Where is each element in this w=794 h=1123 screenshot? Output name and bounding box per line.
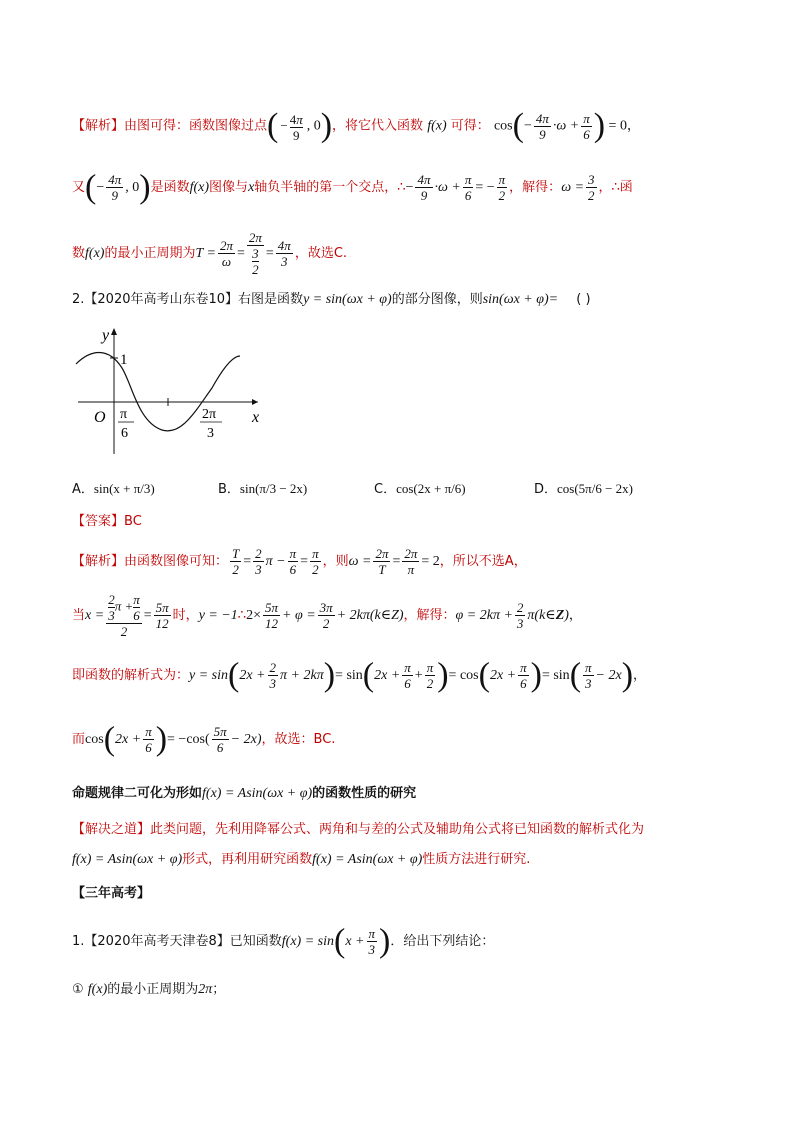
solution-text: ，解得： — [509, 180, 562, 195]
answer-blank: ( ) — [576, 292, 591, 307]
solution2-line2: 当x = $\frac{2}{3}$ π + $\frac{\pi}{6}$ 2 = $\frac{5\pi}{12}$ 时，y = −1∴2× $\frac{5\pi}{12}$ + φ = $\frac{3\pi}{2}$ + 2kπ(k∈Z)，解得：φ = 2kπ + $\frac{2}{3}$ π(k∈Z)， — [72, 592, 582, 639]
fx: f(x) — [85, 246, 105, 261]
method-line1: 【解决之道】此类问题，先利用降幂公式、两角和与差的公式及辅助角公式将已知函数的解析式化为 — [72, 822, 645, 837]
answer-choice: BC — [313, 732, 332, 747]
solution2-line4: 而cos(2x + $\frac{\pi}{6}$ )= −cos( $\frac{5\pi}{6}$ − 2x)，故选：BC. — [72, 720, 336, 758]
sine-graph — [72, 318, 272, 458]
y-tick-label: 1 — [120, 352, 128, 368]
question-number: 2. — [72, 292, 85, 307]
x-tick1-num: π — [120, 407, 128, 422]
question-number: 1. — [72, 934, 85, 949]
option-c[interactable]: C．cos(2x + π/6) — [374, 481, 466, 497]
section-title: 【三年高考】 — [72, 886, 151, 901]
rule-heading: 命题规律二可化为形如f(x) = Asin(ωx + φ)的函数性质的研究 — [72, 786, 417, 801]
analysis-tag: 【解析】 — [72, 118, 125, 134]
solution-text: 由图可得：函数图像过点 — [124, 118, 268, 134]
answer-choice: C — [333, 246, 343, 261]
solution-text: 是函数 — [150, 180, 190, 195]
solution-text: 的最小正周期为 — [104, 246, 196, 261]
answer-tag: 【答案】 — [72, 514, 125, 529]
analysis-tag: 【解析】 — [72, 554, 125, 569]
x-tick2-den: 3 — [207, 426, 214, 441]
answer-line — [72, 512, 734, 532]
solution-text: 数 — [72, 246, 86, 261]
question-source: 【2020年高考山东卷10】 — [84, 292, 239, 307]
question-source: 【2020年高考天津卷8】 — [84, 934, 230, 949]
question-2: 2.【2020年高考山东卷10】右图是函数y = sin(ωx + φ)的部分图像，则sin(ωx + φ)= ( ) — [72, 292, 591, 307]
option-b[interactable]: B．sin(π/3 − 2x) — [218, 481, 308, 497]
solution1-line3: 数f(x)的最小正周期为T = $\frac{2\pi}{\omega}$ = $\frac{2\pi}{\frac{3}{2}}$ = $\frac{4\pi}{3}$ ，故选C. — [72, 230, 348, 277]
solution1-line2: 又(− $\frac{4\pi}{9}$ , 0)是函数f(x)图像与x轴负半轴的第一个交点，∴− $\frac{4\pi}{9}$ ·ω + $\frac{\pi}{6}$ = − $\frac{\pi}{2}$ ，解得：ω = $\frac{3}{2}$ ，∴函 — [72, 168, 633, 206]
list-marker: ① — [72, 982, 84, 997]
origin-label: O — [94, 409, 106, 426]
solution1-line1: 【解析】由图可得：函数图像过点( − $\frac{4\pi}{9}$ , 0)，将它代入函数 f(x) 可得： cos(− $\frac{4\pi}{9}$ ·ω + $\frac{\pi}{6}$ ) = 0， — [72, 107, 640, 144]
solution-text: 又 — [72, 180, 86, 195]
x-axis-arrow — [252, 399, 258, 405]
x-tick2-num: 2π — [202, 407, 217, 422]
solution-text: ，将它代入函数 — [332, 118, 424, 134]
fx: f(x) — [427, 118, 447, 134]
option-a[interactable]: A．sin(x + π/3) — [72, 481, 155, 497]
method-line2: f(x) = Asin(ωx + φ)形式，再利用研究函数f(x) = Asin(ωx + φ)性质方法进行研究. — [72, 852, 531, 867]
question-3: 1.【2020年高考天津卷8】已知函数f(x) = sin(x + $\frac{\pi}{3}$ )．给出下列结论： — [72, 922, 495, 960]
open-paren: ( — [267, 107, 279, 144]
fraction: − $\frac{4\pi}{9}$ — [280, 111, 303, 143]
solution-text: 图像与 — [209, 180, 249, 195]
solution-text: ，故选 — [294, 246, 334, 261]
answer-value: BC — [124, 514, 142, 529]
option-d[interactable]: D．cos(5π/6 − 2x) — [534, 481, 634, 497]
solution-text: 可得： — [450, 118, 490, 134]
y-axis-arrow — [111, 328, 117, 335]
x-label: x — [252, 409, 260, 426]
solution-text: 轴负半轴的第一个交点， — [254, 180, 398, 195]
fx: f(x) — [189, 180, 210, 195]
method-tag: 【解决之道】 — [72, 822, 151, 837]
solution2-line3: 即函数的解析式为：y = sin(2x + $\frac{2}{3}$ π + 2kπ)= sin(2x + $\frac{\pi}{6}$ + $\frac{\pi}{2}$ )= cos(2x + $\frac{\pi}{6}$ )= sin( $\frac{\pi}{3}$ − 2x)， — [72, 656, 647, 694]
solution-text: ，∴函 — [598, 180, 633, 195]
conclusion-1: ① f(x)的最小正周期为2π； — [72, 982, 226, 997]
x-tick1-den: 6 — [121, 426, 128, 441]
y-label: y — [102, 327, 110, 344]
solution2-line1: 【解析】由函数图像可知： $\frac{T}{2}$ = $\frac{2}{3}$ π − $\frac{\pi}{6}$ = $\frac{\pi}{2}$ ，则ω = $\frac{2\pi}{T}$ = $\frac{2\pi}{\pi}$ = 2，所以不选A， — [72, 546, 527, 577]
